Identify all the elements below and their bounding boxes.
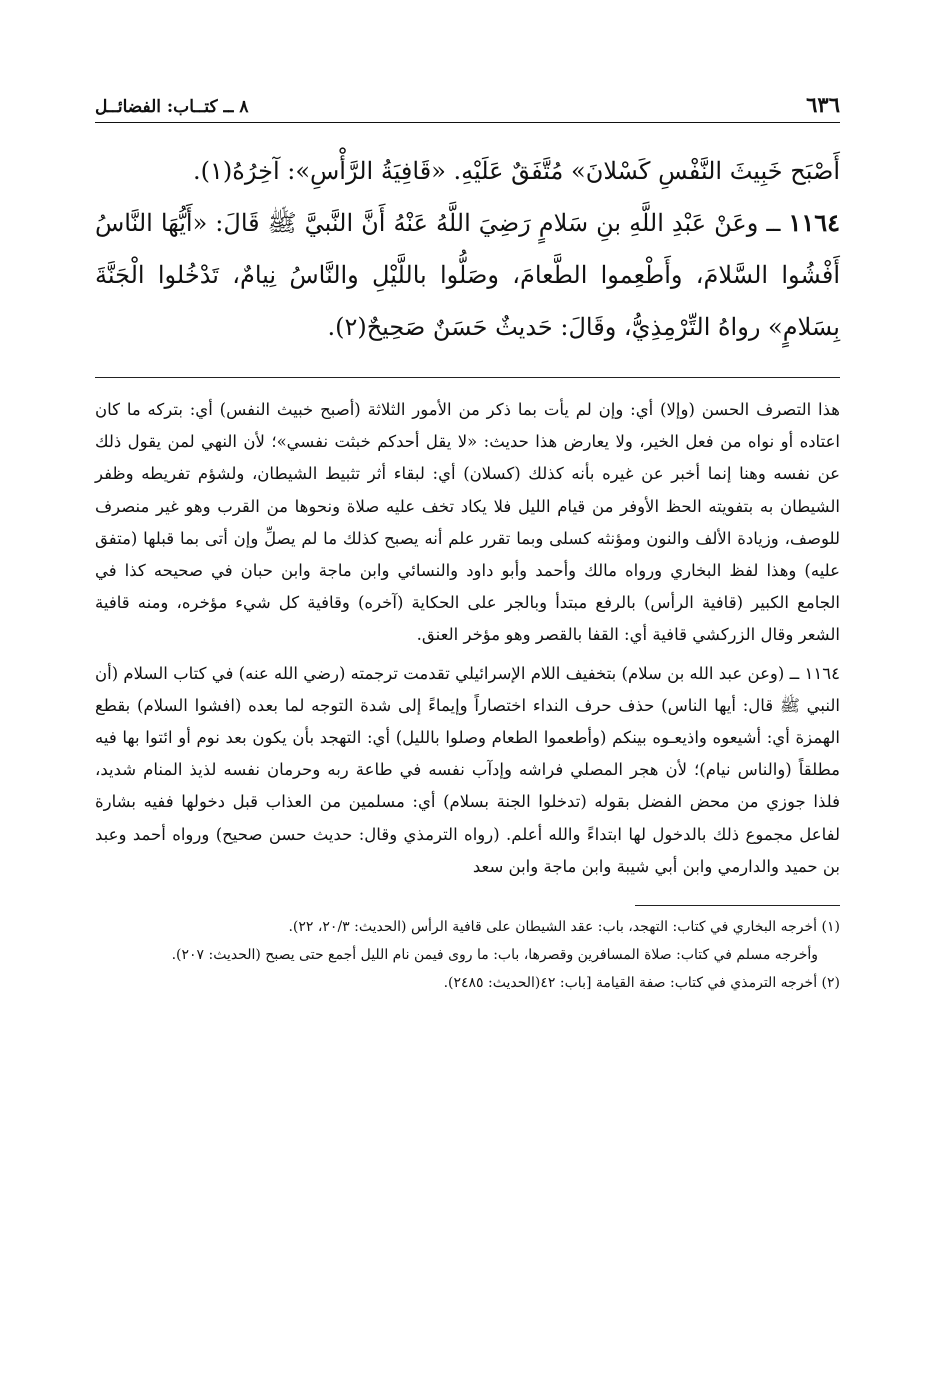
footnote-divider	[635, 905, 840, 906]
footnote-1: (١) أخرجه البخاري في كتاب: التهجد، باب: عقد الشيطان على قافية الرأس (الحديث: ٢٠/٣، ٢٢).	[288, 919, 840, 936]
hadith-continuation: أَصْبَح خَبِيثَ النَّفْسِ كَسْلانَ» مُتَّفَقٌ عَلَيْهِ. «قَافِيَةُ الرَّأْسِ»: آخِرُهُ(١).	[193, 157, 840, 185]
commentary	[95, 394, 840, 883]
hadith-body: ــ وعَنْ عَبْدِ اللَّهِ بنِ سَلامٍ رَضِيَ اللَّهُ عَنْهُ أَنَّ النَّبيَّ ﷺ قَالَ: «أَيُّهَا النَّاسُ أَفْشُوا السَّلامَ، وأَطْعِموا الطَّعامَ، وصَلُّوا باللَّيْلِ والنَّاسُ نِيامٌ، تَدْخُلوا الْجَنَّةَ بِسَلامٍ» رواهُ التِّرْمِذِيُّ، وقَالَ: حَديثٌ حَسَنٌ صَحِيحٌ(٢).	[95, 209, 840, 341]
footnote-1-continued: وأخرجه مسلم في كتاب: صلاة المسافرين وقصرها، باب: ما روى فيمن نام الليل أجمع حتى يصبح (الحديث: ٢٠٧).	[171, 947, 818, 964]
commentary-paragraph: ١١٦٤ ــ (وعن عبد الله بن سلام) بتخفيف اللام الإسرائيلي تقدمت ترجمته (رضي الله عنه) في كتاب السلام (أن النبي ﷺ قال: أيها الناس) حذف حرف النداء اختصاراً وإيماءً إلى شدة التوجه لما بعده (افشوا السلام) بقطع الهمزة أي: أشيعوه واذيعـوه بينكم (وأطعموا الطعام وصلوا بالليل) أي: التهجد بأن يكون بعد نوم أو ائتوا بها فيه مطلقاً (والناس نيام)؛ لأن هجر المصلي فراشه وإدآب نفسه في طاعة ربه وحرمان نفسه لذيذ المنام شديد، فلذا جوزي من محض الفضل بقوله (تدخلوا الجنة بسلام) أي: مسلمين من العذاب قبل دخولها ففيه بشارة لفاعل مجموع ذلك بالدخول لها ابتداءً والله أعلم. (رواه الترمذي وقال: حديث حسن صحيح) ورواه أحمد وعبد بن حميد والدارمي وابن أبي شيبة وابن ماجة وابن سعد	[95, 663, 840, 876]
commentary-paragraph: هذا التصرف الحسن (وإلا) أي: وإن لم يأت بما ذكر من الأمور الثلاثة (أصبح خبيث النفس) أي: بتركه ما كان اعتاده أو نواه من فعل الخير، ولا يعارض هذا حديث: «لا يقل أحدكم خبثت نفسي»؛ لأن النهي لمن يقول ذلك عن نفسه وهنا إنما أخبر عن غيره بأنه كذلك (كسلان) أي: لبقاء أثر تثبيط الشيطان، ولشؤم تفريطه وظفر الشيطان به بتفويته الحظ الأوفر من قيام الليل فلا يكاد تخف عليه صلاة ونحوها من القرب وهو غير منصرف للوصف، وزيادة الألف والنون ومؤنثه كسلى وبما تقرر علم أنه يصبح كذلك ما لم يصلِّ وإن أتى بما قبلها (متفق عليه) وهذا لفظ البخاري ورواه مالك وأحمد وأبو داود والنسائي وابن ماجة وابن حبان في صحيحه كذا في الجامع الكبير (قافية الرأس) بالرفع مبتدأ وبالجر على الحكاية (آخره) وقافية كل شيء مؤخره، ومنه قافية الشعر وقال الزركشي قافية أي: القفا بالقصر وهو مؤخر العنق.	[95, 400, 841, 645]
footnote-2: (٢) أخرجه الترمذي في كتاب: صفة القيامة [باب: ٤٢(الحديث: ٢٤٨٥).	[443, 975, 840, 992]
footnotes	[95, 914, 840, 996]
hadith-1164	[95, 197, 840, 353]
page-number: ٦٣٦	[806, 92, 840, 117]
text-commentary-divider	[95, 377, 840, 378]
chapter-title: ٨ ــ كتــاب: الفضائــل	[95, 97, 249, 117]
hadith-number: ١١٦٤	[788, 208, 841, 237]
book-page	[95, 92, 840, 996]
hadith-text	[95, 145, 840, 353]
running-header	[95, 92, 840, 123]
